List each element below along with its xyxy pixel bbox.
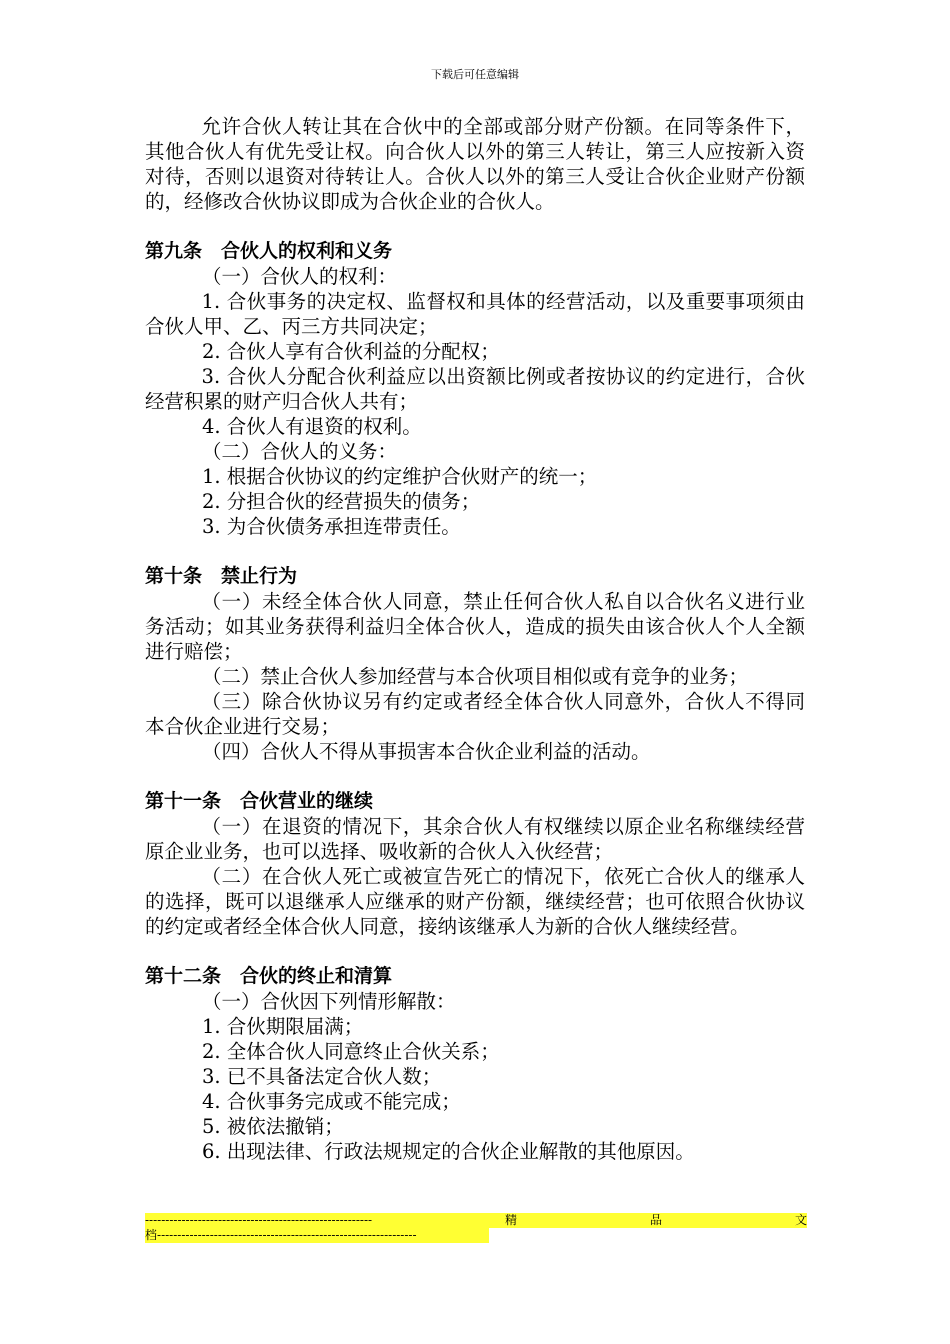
footer-char-1: 精 (505, 1213, 518, 1227)
dissolution-item-4: 4. 合伙事务完成或不能完成； (202, 1090, 461, 1113)
continuation-item-2: （二）在合伙人死亡或被宣告死亡的情况下，依死亡合伙人的继承人的选择，既可以退继承人应继承的财产份额，继续经营；也可依照合伙协议的约定或者经全体合伙人同意，接纳该继承人为新的合伙人继续经营。 (145, 865, 805, 938)
dissolution-item-6: 6. 出现法律、行政法规规定的合伙企业解散的其他原因。 (202, 1140, 695, 1163)
dissolution-item-3: 3. 已不具备法定合伙人数； (202, 1065, 442, 1088)
footer-dashes-bottom: ---------------------------------------------------------------- (157, 1228, 417, 1242)
prohibition-item-4: （四）合伙人不得从事损害本合伙企业利益的活动。 (202, 740, 651, 763)
dissolution-item-2: 2. 全体合伙人同意终止合伙关系； (202, 1040, 500, 1063)
article-10-heading: 第十条 禁止行为 (145, 565, 298, 587)
article-9-heading: 第九条 合伙人的权利和义务 (145, 240, 393, 262)
dissolution-item-1: 1. 合伙期限届满； (202, 1015, 364, 1038)
dissolution-subtitle: （一）合伙因下列情形解散： (202, 990, 456, 1013)
prohibition-item-3: （三）除合伙协议另有约定或者经全体合伙人同意外，合伙人不得同本合伙企业进行交易； (145, 690, 805, 738)
footer-row-top (145, 1213, 807, 1228)
footer-char-4: 档 (145, 1228, 158, 1242)
intro-paragraph: 允许合伙人转让其在合伙中的全部或部分财产份额。在同等条件下，其他合伙人有优先受让权。向合伙人以外的第三人转让，第三人应按新入资对待，否则以退资对待转让人。合伙人以外的第三人受让合伙企业财产份额的，经修改合伙协议即成为合伙企业的合伙人。 (145, 115, 805, 213)
article-12-heading: 第十二条 合伙的终止和清算 (145, 965, 393, 987)
footer-char-2: 品 (649, 1213, 662, 1227)
rights-subtitle: （一）合伙人的权利： (202, 265, 398, 288)
footer-dashes-left: -------------------------------------------------------- (145, 1213, 373, 1227)
duties-subtitle: （二）合伙人的义务： (202, 440, 398, 463)
duty-item-1: 1. 根据合伙协议的约定维护合伙财产的统一； (202, 465, 598, 488)
right-item-2: 2. 合伙人享有合伙利益的分配权； (202, 340, 500, 363)
duty-item-2: 2. 分担合伙的经营损失的债务； (202, 490, 481, 513)
right-item-1: 1. 合伙事务的决定权、监督权和具体的经营活动，以及重要事项须由合伙人甲、乙、丙三方共同决定； (145, 290, 805, 338)
footer-watermark (145, 1213, 807, 1247)
dissolution-item-5: 5. 被依法撤销； (202, 1115, 344, 1138)
right-item-4: 4. 合伙人有退资的权利。 (202, 415, 422, 438)
footer-row-bottom (145, 1228, 489, 1243)
prohibition-item-1: （一）未经全体合伙人同意，禁止任何合伙人私自以合伙名义进行业务活动；如其业务获得利益归全体合伙人，造成的损失由该合伙人个人全额进行赔偿； (145, 590, 805, 663)
document-body (145, 114, 805, 1164)
footer-char-3: 文 (794, 1213, 807, 1227)
continuation-item-1: （一）在退资的情况下，其余合伙人有权继续以原企业名称继续经营原企业业务，也可以选择、吸收新的合伙人入伙经营； (145, 815, 805, 863)
prohibition-item-2: （二）禁止合伙人参加经营与本合伙项目相似或有竞争的业务； (202, 665, 749, 688)
page-header-note: 下载后可任意编辑 (431, 68, 519, 81)
article-11-heading: 第十一条 合伙营业的继续 (145, 790, 374, 812)
right-item-3: 3. 合伙人分配合伙利益应以出资额比例或者按协议的约定进行，合伙经营积累的财产归合伙人共有； (145, 365, 805, 413)
duty-item-3: 3. 为合伙债务承担连带责任。 (202, 515, 461, 538)
